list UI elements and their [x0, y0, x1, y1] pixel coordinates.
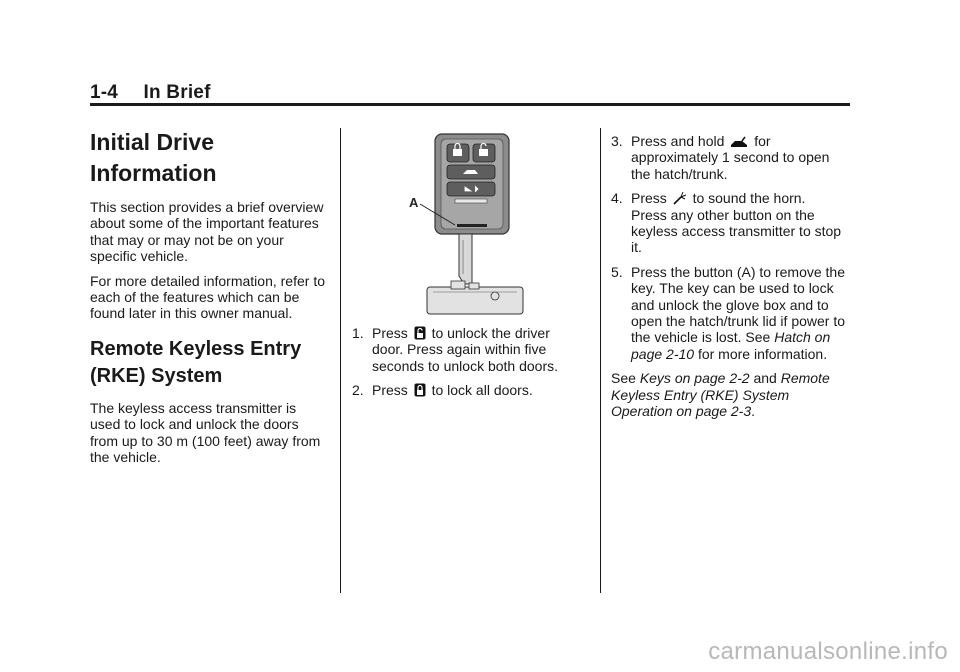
step-3-number: 3. [611, 133, 623, 149]
step-3-pre: Press and hold [631, 133, 725, 149]
rke-operation-reference[interactable]: Remote Keyless Entry (RKE) System Operation on page 2-3 [611, 370, 830, 420]
key-fob-illustration [395, 132, 525, 317]
step-1-continuation: door. Press again within five seconds to unlock both doors. [372, 341, 559, 374]
step-2-number: 2. [352, 382, 364, 399]
step-4-continuation: Press any other button on the keyless access transmitter to stop it. [631, 206, 842, 256]
page-number: 1-4 [90, 82, 119, 103]
step-1-post: to unlock the driver [431, 325, 550, 341]
step-5 [611, 264, 851, 362]
step-4-number: 4. [611, 190, 623, 207]
step-3-continuation: approximately 1 second to open the hatch/trunk. [631, 149, 830, 182]
step-2-pre: Press [372, 382, 408, 399]
column-1 [90, 127, 330, 473]
section-title: In Brief [143, 82, 211, 103]
page-header [90, 82, 211, 104]
column-3 [611, 133, 851, 428]
step-5-text: Press the button (A) to remove the key. The key can be used to lock and unlock the glove box and to open the hatch/trunk lid if power to the vehicle is lost. [631, 263, 846, 346]
step-2 [352, 382, 588, 398]
reference-paragraph: For more detailed information, refer to each of the features which can be found later in this owner manual. [90, 272, 325, 322]
step-4-pre: Press [631, 190, 667, 207]
lock-icon [414, 383, 426, 397]
rke-paragraph: The keyless access transmitter is used to lock and unlock the doors from up to 30 m (100 feet) away from the vehicle. [90, 399, 321, 466]
trunk-release-icon [730, 136, 748, 148]
panic-horn-icon [673, 191, 687, 205]
step-1 [352, 325, 588, 374]
unlock-icon [414, 326, 426, 340]
step-3 [611, 133, 851, 182]
step-1-number: 1. [352, 325, 364, 341]
intro-paragraph: This section provides a brief overview about some of the important features that may or may not be on your specific vehicle. [90, 199, 324, 265]
step-5-number: 5. [611, 263, 623, 280]
header-rule [90, 103, 850, 106]
callout-a: A [409, 195, 419, 210]
key-fob-figure [395, 132, 525, 322]
step-4-post: to sound the horn. [692, 190, 806, 207]
keys-page-reference[interactable]: Keys on page 2-2 [639, 370, 750, 387]
step-4 [611, 190, 851, 256]
step-3-post: for [754, 133, 771, 149]
step-1-pre: Press [372, 325, 408, 341]
closing-period: . [751, 403, 755, 420]
column-divider-1 [340, 128, 341, 593]
heading-initial-drive: Initial Drive Information [90, 129, 217, 186]
column-divider-2 [600, 128, 601, 593]
watermark: carmanualsonline.info [708, 638, 948, 665]
closing-reference [611, 370, 851, 419]
step-2-post: to lock all doors. [431, 382, 533, 399]
hatch-page-reference[interactable]: Hatch on page 2-10 [631, 329, 831, 362]
step-5-tail: for more information. [697, 345, 828, 362]
closing-and: and [753, 370, 777, 387]
closing-see: See [611, 370, 636, 387]
column-2 [352, 325, 588, 407]
step-5-see: See [745, 329, 771, 346]
heading-rke: Remote Keyless Entry (RKE) System [90, 337, 302, 387]
